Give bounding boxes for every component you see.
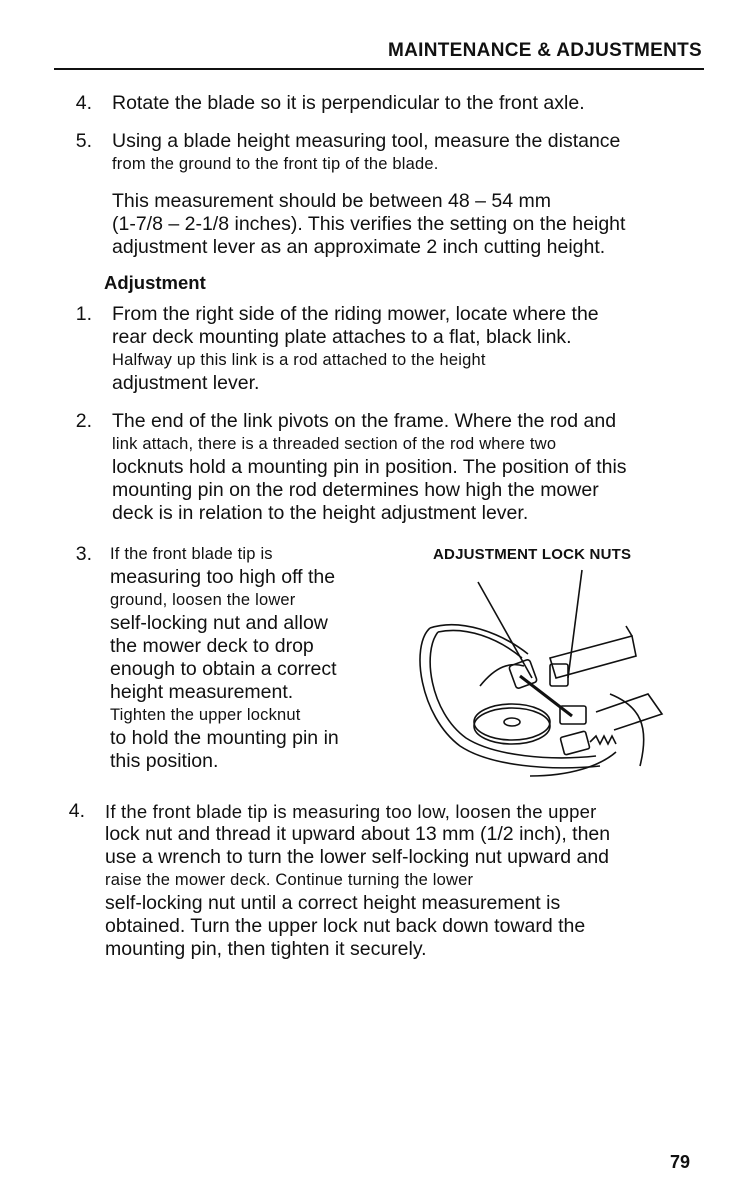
step-text: from the ground to the front tip of the blade. bbox=[112, 155, 439, 173]
step-text: Halfway up this link is a rod attached to the height bbox=[112, 351, 486, 369]
step-text: rear deck mounting plate attaches to a flat, black link. bbox=[112, 326, 572, 348]
step-text: Using a blade height measuring tool, measure the distance bbox=[112, 130, 621, 152]
measurement-note bbox=[112, 190, 625, 259]
step-text: If the front blade tip is bbox=[110, 545, 273, 563]
spring bbox=[590, 736, 616, 744]
step-text: adjustment lever. bbox=[112, 372, 260, 394]
step-text: lock nut and thread it upward about 13 mm (1/2 inch), then bbox=[105, 823, 611, 845]
step-text: this position. bbox=[110, 750, 219, 772]
page-number: 79 bbox=[670, 1152, 691, 1172]
figure-caption: ADJUSTMENT LOCK NUTS bbox=[433, 546, 632, 563]
step-text: ground, loosen the lower bbox=[110, 591, 296, 609]
leader-line bbox=[478, 582, 532, 678]
step-text: Tighten the upper locknut bbox=[110, 706, 301, 724]
step-text: Rotate the blade so it is perpendicular to the front axle. bbox=[112, 92, 585, 114]
step-text: mounting pin on the rod determines how high the mower bbox=[112, 479, 599, 501]
step-number: 3. bbox=[75, 543, 92, 565]
note-line: This measurement should be between 48 – 54 mm bbox=[112, 190, 551, 212]
adjustment-heading: Adjustment bbox=[104, 272, 206, 293]
step-text: use a wrench to turn the lower self-locking nut upward and bbox=[105, 846, 610, 868]
step-text: obtained. Turn the upper lock nut back down toward the bbox=[105, 915, 586, 937]
step-text: The end of the link pivots on the frame. Where the rod and bbox=[112, 410, 617, 432]
deck-bracket bbox=[596, 694, 662, 730]
step-text: self-locking nut until a correct height measurement is bbox=[105, 892, 561, 914]
lock-nut-illustration bbox=[400, 566, 670, 784]
note-line: adjustment lever as an approximate 2 inch cutting height. bbox=[112, 236, 606, 258]
step-text: mounting pin, then tighten it securely. bbox=[105, 938, 427, 960]
step-text: locknuts hold a mounting pin in position. The position of this bbox=[112, 456, 627, 478]
step-text: raise the mower deck. Continue turning the lower bbox=[105, 871, 474, 889]
header-rule bbox=[54, 68, 704, 70]
step-text: to hold the mounting pin in bbox=[110, 727, 339, 749]
leader-line bbox=[568, 570, 582, 678]
note-line: (1-7/8 – 2-1/8 inches). This verifies the setting on the height bbox=[112, 213, 626, 235]
step-number: 4. bbox=[68, 800, 85, 822]
step-text: measuring too high off the bbox=[110, 566, 336, 588]
step-text: enough to obtain a correct bbox=[110, 658, 337, 680]
step-number: 2. bbox=[75, 410, 92, 432]
step-text: link attach, there is a threaded section of the rod where two bbox=[112, 435, 557, 453]
step-number: 5. bbox=[75, 130, 92, 152]
step-text: the mower deck to drop bbox=[110, 635, 314, 657]
step-text: deck is in relation to the height adjustment lever. bbox=[112, 502, 529, 524]
height-lever bbox=[550, 636, 636, 678]
step-text: If the front blade tip is measuring too low, loosen the upper bbox=[105, 801, 597, 822]
step-text: height measurement. bbox=[110, 681, 294, 703]
section-title: MAINTENANCE & ADJUSTMENTS bbox=[388, 40, 702, 61]
step-number: 1. bbox=[75, 303, 92, 325]
step-text: self-locking nut and allow bbox=[110, 612, 328, 634]
step-number: 4. bbox=[75, 92, 92, 114]
step-text: From the right side of the riding mower, locate where the bbox=[112, 303, 599, 325]
